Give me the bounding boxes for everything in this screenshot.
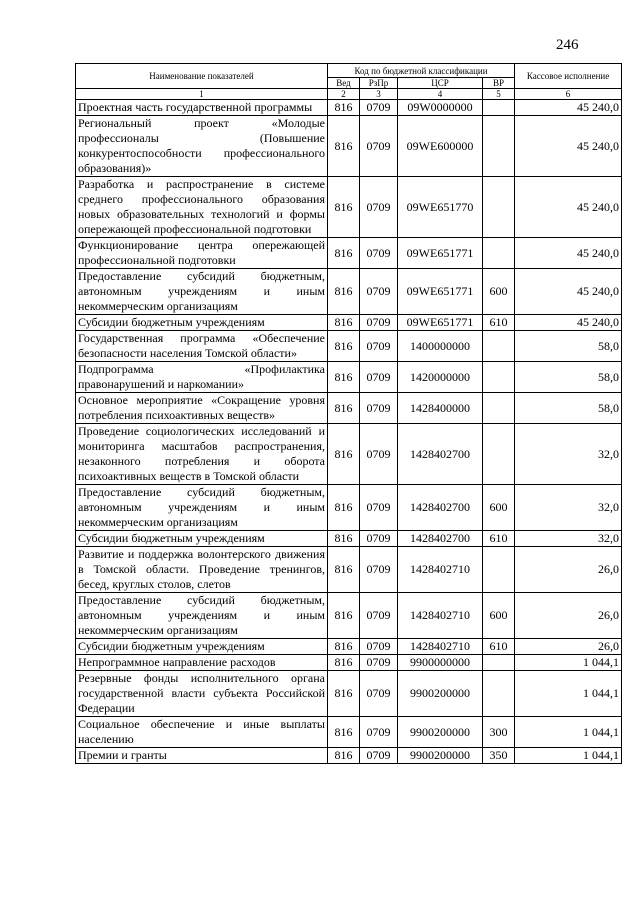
row-csr: 1428402710 bbox=[398, 593, 483, 639]
page-number: 246 bbox=[556, 37, 579, 53]
row-amount: 32,0 bbox=[515, 424, 622, 485]
table-row bbox=[76, 593, 622, 639]
row-csr: 1428402700 bbox=[398, 485, 483, 531]
row-name: Непрограммное направление расходов bbox=[76, 655, 328, 671]
row-csr: 09WE651771 bbox=[398, 238, 483, 269]
table-row bbox=[76, 269, 622, 315]
row-name: Основное мероприятие «Сокращение уровня потребления психоактивных веществ» bbox=[76, 393, 328, 424]
row-vr: 600 bbox=[483, 269, 515, 315]
row-name: Предоставление субсидий бюджетным, автономным учреждениям и иным некоммерческим организациям bbox=[76, 269, 328, 315]
row-vr bbox=[483, 177, 515, 238]
row-vr: 610 bbox=[483, 639, 515, 655]
row-name: Резервные фонды исполнительного органа государственной власти субъекта Российской Федерации bbox=[76, 671, 328, 717]
row-vr: 610 bbox=[483, 315, 515, 331]
row-ved: 816 bbox=[328, 593, 360, 639]
row-amount: 58,0 bbox=[515, 331, 622, 362]
row-rzpr: 0709 bbox=[360, 748, 398, 764]
row-rzpr: 0709 bbox=[360, 331, 398, 362]
row-amount: 45 240,0 bbox=[515, 177, 622, 238]
row-vr: 610 bbox=[483, 531, 515, 547]
row-rzpr: 0709 bbox=[360, 671, 398, 717]
header-vr: ВР bbox=[483, 78, 515, 89]
row-rzpr: 0709 bbox=[360, 593, 398, 639]
table-row bbox=[76, 655, 622, 671]
column-number: 3 bbox=[360, 89, 398, 100]
row-rzpr: 0709 bbox=[360, 238, 398, 269]
row-rzpr: 0709 bbox=[360, 655, 398, 671]
table-header bbox=[76, 64, 622, 100]
row-vr bbox=[483, 393, 515, 424]
row-ved: 816 bbox=[328, 671, 360, 717]
row-rzpr: 0709 bbox=[360, 177, 398, 238]
row-name: Премии и гранты bbox=[76, 748, 328, 764]
row-vr bbox=[483, 671, 515, 717]
row-ved: 816 bbox=[328, 393, 360, 424]
row-csr: 1420000000 bbox=[398, 362, 483, 393]
row-amount: 1 044,1 bbox=[515, 671, 622, 717]
table-row bbox=[76, 531, 622, 547]
row-vr bbox=[483, 331, 515, 362]
row-rzpr: 0709 bbox=[360, 116, 398, 177]
row-name: Субсидии бюджетным учреждениям bbox=[76, 315, 328, 331]
row-amount: 32,0 bbox=[515, 531, 622, 547]
row-ved: 816 bbox=[328, 639, 360, 655]
row-vr: 600 bbox=[483, 593, 515, 639]
row-amount: 45 240,0 bbox=[515, 116, 622, 177]
row-ved: 816 bbox=[328, 362, 360, 393]
table-body bbox=[76, 100, 622, 764]
row-ved: 816 bbox=[328, 485, 360, 531]
row-csr: 09WE600000 bbox=[398, 116, 483, 177]
table-row bbox=[76, 547, 622, 593]
row-amount: 26,0 bbox=[515, 547, 622, 593]
header-ved: Вед bbox=[328, 78, 360, 89]
row-vr bbox=[483, 547, 515, 593]
table-row bbox=[76, 639, 622, 655]
row-amount: 58,0 bbox=[515, 362, 622, 393]
row-name: Проектная часть государственной программы bbox=[76, 100, 328, 116]
row-rzpr: 0709 bbox=[360, 717, 398, 748]
row-ved: 816 bbox=[328, 315, 360, 331]
table-row bbox=[76, 362, 622, 393]
row-ved: 816 bbox=[328, 269, 360, 315]
row-csr: 09W0000000 bbox=[398, 100, 483, 116]
row-name: Субсидии бюджетным учреждениям bbox=[76, 531, 328, 547]
table-row bbox=[76, 177, 622, 238]
row-csr: 09WE651771 bbox=[398, 269, 483, 315]
row-rzpr: 0709 bbox=[360, 547, 398, 593]
row-vr bbox=[483, 362, 515, 393]
header-amount: Кассовое исполнение bbox=[515, 64, 622, 89]
row-amount: 45 240,0 bbox=[515, 315, 622, 331]
row-amount: 1 044,1 bbox=[515, 655, 622, 671]
budget-execution-table bbox=[75, 63, 622, 764]
row-vr bbox=[483, 116, 515, 177]
row-csr: 1428402700 bbox=[398, 531, 483, 547]
row-name: Развитие и поддержка волонтерского движения в Томской области. Проведение тренингов, бесед, круглых столов, слетов bbox=[76, 547, 328, 593]
row-vr bbox=[483, 100, 515, 116]
column-number: 5 bbox=[483, 89, 515, 100]
row-rzpr: 0709 bbox=[360, 485, 398, 531]
table-row bbox=[76, 485, 622, 531]
row-csr: 9900200000 bbox=[398, 717, 483, 748]
row-vr bbox=[483, 655, 515, 671]
row-name: Предоставление субсидий бюджетным, автономным учреждениям и иным некоммерческим организациям bbox=[76, 485, 328, 531]
row-rzpr: 0709 bbox=[360, 531, 398, 547]
column-number: 2 bbox=[328, 89, 360, 100]
row-amount: 26,0 bbox=[515, 593, 622, 639]
row-vr: 300 bbox=[483, 717, 515, 748]
row-name: Подпрограмма «Профилактика правонарушений и наркомании» bbox=[76, 362, 328, 393]
row-vr: 600 bbox=[483, 485, 515, 531]
row-csr: 1428400000 bbox=[398, 393, 483, 424]
row-rzpr: 0709 bbox=[360, 269, 398, 315]
row-name: Функционирование центра опережающей профессиональной подготовки bbox=[76, 238, 328, 269]
column-number: 4 bbox=[398, 89, 483, 100]
column-number-row bbox=[76, 89, 622, 100]
row-amount: 45 240,0 bbox=[515, 100, 622, 116]
table-row bbox=[76, 331, 622, 362]
table-row bbox=[76, 393, 622, 424]
row-rzpr: 0709 bbox=[360, 362, 398, 393]
table-row bbox=[76, 100, 622, 116]
column-number: 1 bbox=[76, 89, 328, 100]
row-rzpr: 0709 bbox=[360, 393, 398, 424]
header-code-group: Код по бюджетной классификации bbox=[328, 64, 515, 78]
table-row bbox=[76, 671, 622, 717]
table-row bbox=[76, 717, 622, 748]
row-vr bbox=[483, 238, 515, 269]
row-amount: 1 044,1 bbox=[515, 717, 622, 748]
row-csr: 09WE651770 bbox=[398, 177, 483, 238]
header-rzpr: РзПр bbox=[360, 78, 398, 89]
row-csr: 9900000000 bbox=[398, 655, 483, 671]
row-csr: 09WE651771 bbox=[398, 315, 483, 331]
header-name: Наименование показателей bbox=[76, 64, 328, 89]
row-ved: 816 bbox=[328, 655, 360, 671]
row-ved: 816 bbox=[328, 547, 360, 593]
row-rzpr: 0709 bbox=[360, 315, 398, 331]
header-csr: ЦСР bbox=[398, 78, 483, 89]
row-name: Разработка и распространение в системе среднего профессионального образования новых образовательных технологий и формы опережающей профессиональной подготовки bbox=[76, 177, 328, 238]
row-name: Субсидии бюджетным учреждениям bbox=[76, 639, 328, 655]
row-amount: 45 240,0 bbox=[515, 269, 622, 315]
row-name: Проведение социологических исследований и мониторинга масштабов распространения, незаконного потребления и оборота психоактивных веществ в Томской области bbox=[76, 424, 328, 485]
row-name: Социальное обеспечение и иные выплаты населению bbox=[76, 717, 328, 748]
row-ved: 816 bbox=[328, 331, 360, 362]
row-csr: 1400000000 bbox=[398, 331, 483, 362]
row-rzpr: 0709 bbox=[360, 424, 398, 485]
column-number: 6 bbox=[515, 89, 622, 100]
row-vr: 350 bbox=[483, 748, 515, 764]
row-ved: 816 bbox=[328, 116, 360, 177]
table-row bbox=[76, 238, 622, 269]
table-row bbox=[76, 315, 622, 331]
row-csr: 9900200000 bbox=[398, 671, 483, 717]
row-rzpr: 0709 bbox=[360, 639, 398, 655]
table-row bbox=[76, 748, 622, 764]
row-csr: 1428402710 bbox=[398, 547, 483, 593]
row-amount: 45 240,0 bbox=[515, 238, 622, 269]
row-rzpr: 0709 bbox=[360, 100, 398, 116]
row-name: Государственная программа «Обеспечение безопасности населения Томской области» bbox=[76, 331, 328, 362]
row-amount: 1 044,1 bbox=[515, 748, 622, 764]
row-amount: 26,0 bbox=[515, 639, 622, 655]
row-vr bbox=[483, 424, 515, 485]
row-name: Предоставление субсидий бюджетным, автономным учреждениям и иным некоммерческим организациям bbox=[76, 593, 328, 639]
row-ved: 816 bbox=[328, 717, 360, 748]
row-name: Региональный проект «Молодые профессионалы (Повышение конкурентоспособности профессионального образования)» bbox=[76, 116, 328, 177]
row-ved: 816 bbox=[328, 748, 360, 764]
row-ved: 816 bbox=[328, 238, 360, 269]
row-ved: 816 bbox=[328, 424, 360, 485]
row-csr: 1428402700 bbox=[398, 424, 483, 485]
row-csr: 9900200000 bbox=[398, 748, 483, 764]
row-ved: 816 bbox=[328, 531, 360, 547]
row-ved: 816 bbox=[328, 177, 360, 238]
row-ved: 816 bbox=[328, 100, 360, 116]
row-amount: 58,0 bbox=[515, 393, 622, 424]
table-row bbox=[76, 116, 622, 177]
table-row bbox=[76, 424, 622, 485]
row-csr: 1428402710 bbox=[398, 639, 483, 655]
row-amount: 32,0 bbox=[515, 485, 622, 531]
